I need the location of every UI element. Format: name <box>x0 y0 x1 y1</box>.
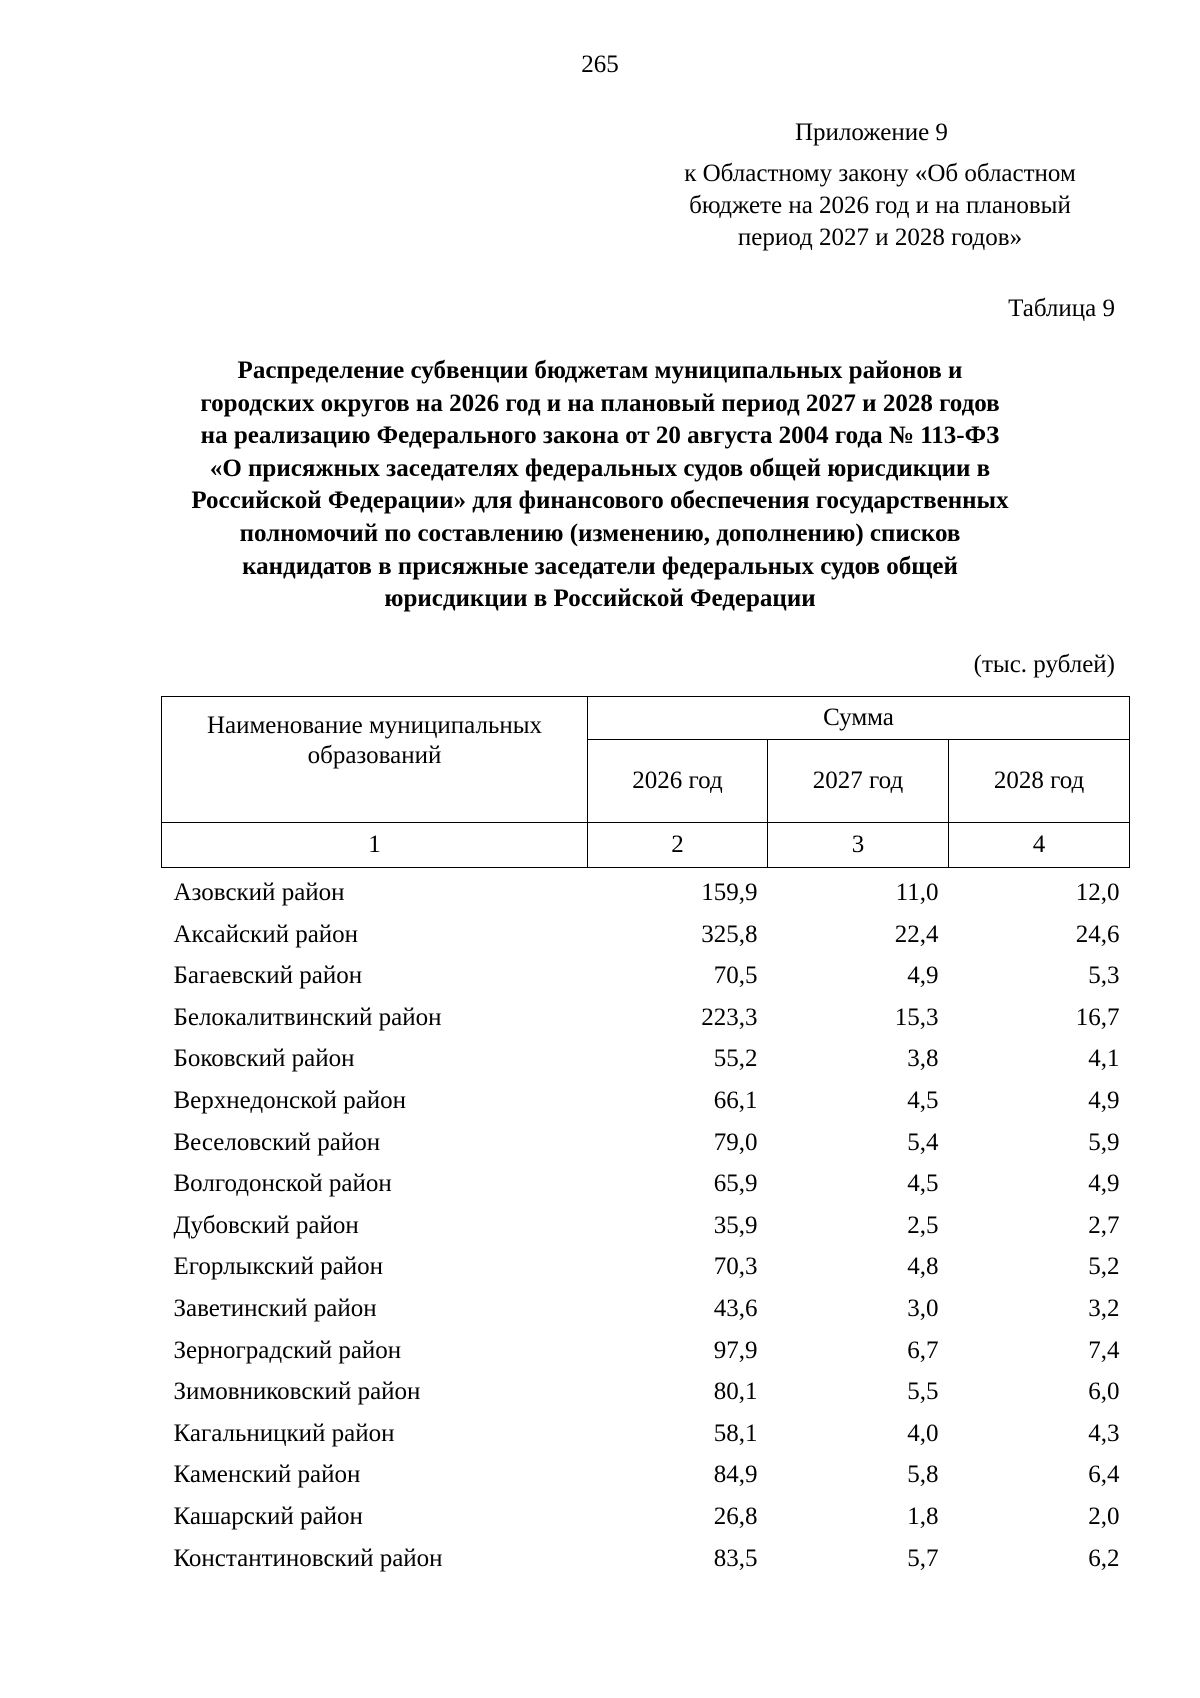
value-2027-cell: 5,4 <box>907 1128 939 1156</box>
value-2027-cell: 4,9 <box>907 962 939 990</box>
table-row <box>162 997 1130 1039</box>
document-title: Распределение субвенции бюджетам муниципальных районов и городских округов на 2026 год и на плановый период 2027 и 2028 годов на реализацию Федерального закона от 20 августа 2004 года № 113-ФЗ «О присяжных заседателях федеральных судов общей юрисдикции в Российской Федерации» для финансового обеспечения государственных полномочий по составлению (изменению, дополнению) списков кандидатов в присяжные заседатели федеральных судов общей юрисдикции в Российской Федерации <box>191 357 1009 613</box>
value-2027-cell: 4,0 <box>907 1419 939 1447</box>
value-2028-cell: 4,9 <box>1088 1170 1120 1198</box>
municipality-name-cell: Зерноградский район <box>173 1336 402 1364</box>
value-2026-cell: 70,3 <box>713 1253 758 1281</box>
value-2027-cell: 5,5 <box>907 1378 939 1406</box>
value-2027-cell: 3,8 <box>907 1045 939 1073</box>
table-header <box>162 697 1130 868</box>
table-body <box>162 868 1130 1580</box>
value-2027-cell: 22,4 <box>894 920 939 948</box>
value-2028-cell: 24,6 <box>1075 920 1120 948</box>
table-row <box>162 1538 1130 1580</box>
value-2026-cell: 26,8 <box>713 1502 758 1530</box>
appendix-subtitle: к Областному закону «Об областном бюджете на 2026 год и на плановый период 2027 и 2028 годов» <box>684 160 1076 251</box>
value-2026-cell: 58,1 <box>713 1419 758 1447</box>
table-row <box>162 1371 1130 1413</box>
value-2027-cell: 1,8 <box>907 1502 939 1530</box>
municipality-name-cell: Константиновский район <box>173 1544 443 1572</box>
column-number-1: 1 <box>162 823 588 868</box>
value-2027-cell: 5,8 <box>907 1461 939 1489</box>
value-2027-cell: 15,3 <box>894 1003 939 1031</box>
municipality-name-cell: Азовский район <box>173 879 345 906</box>
value-2026-cell: 83,5 <box>713 1544 758 1572</box>
table-row <box>162 1163 1130 1205</box>
value-2028-cell: 12,0 <box>1075 879 1120 906</box>
value-2027-cell: 11,0 <box>895 879 939 906</box>
value-2028-cell: 2,7 <box>1088 1211 1120 1239</box>
table-row <box>162 1288 1130 1330</box>
value-2027-cell: 3,0 <box>907 1294 939 1322</box>
units-label: (тыс. рублей) <box>973 651 1115 678</box>
municipality-name-cell: Верхнедонской район <box>173 1086 406 1114</box>
header-row-sum <box>162 697 1130 740</box>
table-row <box>162 1205 1130 1247</box>
value-2028-cell: 4,3 <box>1088 1419 1120 1447</box>
table-row <box>162 1080 1130 1122</box>
column-number-2: 2 <box>588 823 768 868</box>
column-header-sum: Сумма <box>588 697 1130 740</box>
column-number-3: 3 <box>768 823 949 868</box>
table-row <box>162 1246 1130 1288</box>
table-row <box>162 914 1130 956</box>
value-2028-cell: 4,9 <box>1088 1086 1120 1114</box>
value-2028-cell: 5,2 <box>1088 1253 1120 1281</box>
value-2026-cell: 79,0 <box>713 1128 758 1156</box>
value-2027-cell: 6,7 <box>907 1336 939 1364</box>
value-2026-cell: 35,9 <box>713 1211 758 1239</box>
page-number: 265 <box>581 51 619 78</box>
column-number-4: 4 <box>949 823 1130 868</box>
table-row <box>162 1496 1130 1538</box>
municipality-name-cell: Зимовниковский район <box>173 1378 421 1406</box>
table-row <box>162 1038 1130 1080</box>
value-2026-cell: 66,1 <box>713 1086 758 1114</box>
value-2027-cell: 2,5 <box>907 1211 939 1239</box>
value-2028-cell: 6,2 <box>1088 1544 1120 1572</box>
value-2026-cell: 55,2 <box>713 1045 758 1073</box>
column-header-2027: 2027 год <box>768 740 949 823</box>
column-header-2026: 2026 год <box>588 740 768 823</box>
value-2027-cell: 4,5 <box>907 1086 939 1114</box>
value-2026-cell: 84,9 <box>713 1461 758 1489</box>
table-row <box>162 955 1130 997</box>
municipality-name-cell: Багаевский район <box>173 962 363 990</box>
municipality-name-cell: Кашарский район <box>173 1502 363 1530</box>
municipality-name-cell: Белокалитвинский район <box>173 1003 442 1031</box>
column-header-2028: 2028 год <box>949 740 1130 823</box>
value-2028-cell: 6,4 <box>1088 1461 1120 1489</box>
table-number: Таблица 9 <box>1008 295 1115 322</box>
value-2028-cell: 5,3 <box>1088 962 1120 990</box>
value-2026-cell: 65,9 <box>713 1170 758 1198</box>
municipality-name-cell: Егорлыкский район <box>173 1253 383 1281</box>
value-2028-cell: 2,0 <box>1088 1502 1120 1530</box>
value-2026-cell: 325,8 <box>701 920 758 948</box>
municipality-name-cell: Боковский район <box>173 1045 355 1073</box>
value-2026-cell: 70,5 <box>713 962 758 990</box>
value-2028-cell: 16,7 <box>1075 1003 1120 1031</box>
value-2028-cell: 3,2 <box>1088 1294 1120 1322</box>
value-2027-cell: 4,5 <box>907 1170 939 1198</box>
value-2026-cell: 43,6 <box>713 1294 758 1322</box>
table-row <box>162 1413 1130 1455</box>
municipality-name-cell: Аксайский район <box>173 920 359 948</box>
appendix-title: Приложение 9 <box>795 119 948 146</box>
value-2028-cell: 7,4 <box>1088 1336 1120 1364</box>
value-2028-cell: 6,0 <box>1088 1378 1120 1406</box>
municipality-name-cell: Каменский район <box>173 1461 361 1489</box>
municipality-name-cell: Дубовский район <box>173 1211 359 1239</box>
column-header-name: Наименование муниципальных образований <box>162 697 588 823</box>
municipality-name-cell: Кагальницкий район <box>173 1419 395 1447</box>
value-2028-cell: 5,9 <box>1088 1128 1120 1156</box>
header-row-column-numbers <box>162 823 1130 868</box>
value-2026-cell: 159,9 <box>701 879 758 906</box>
value-2026-cell: 97,9 <box>713 1336 758 1364</box>
value-2027-cell: 4,8 <box>907 1253 939 1281</box>
municipality-name-cell: Волгодонской район <box>173 1170 392 1198</box>
table-row <box>162 1330 1130 1372</box>
subvention-table <box>161 696 1130 1579</box>
table-row <box>162 868 1130 914</box>
value-2027-cell: 5,7 <box>907 1544 939 1572</box>
value-2028-cell: 4,1 <box>1088 1045 1120 1073</box>
municipality-name-cell: Веселовский район <box>173 1128 381 1156</box>
table-row <box>162 1122 1130 1164</box>
value-2026-cell: 223,3 <box>701 1003 758 1031</box>
value-2026-cell: 80,1 <box>713 1378 758 1406</box>
municipality-name-cell: Заветинский район <box>173 1294 377 1322</box>
table-row <box>162 1454 1130 1496</box>
